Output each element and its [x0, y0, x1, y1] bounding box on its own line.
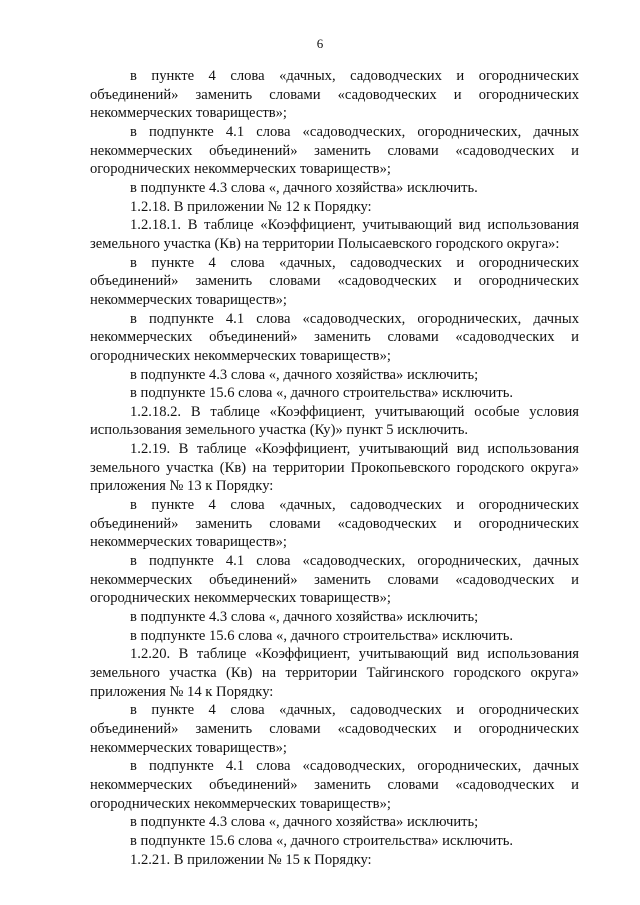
paragraph: в подпункте 4.3 слова «, дачного хозяйства» исключить;: [130, 609, 479, 626]
section-heading: 1.2.21. В приложении № 15 к Порядку:: [130, 851, 372, 868]
paragraph: в подпункте 15.6 слова «, дачного строительства» исключить.: [130, 627, 514, 644]
paragraph: в подпункте 4.1 слова «садоводческих, огороднических, дачных некоммерческих объединений» заменить словами «садоводческих и огороднических некоммерческих товариществ»;: [90, 123, 579, 178]
section-heading: 1.2.18. В приложении № 12 к Порядку:: [130, 198, 372, 215]
paragraph: в пункте 4 слова «дачных, садоводческих и огороднических объединений» заменить словами «садоводческих и огороднических некоммерческих товариществ»;: [90, 702, 579, 756]
paragraph: 1.2.20. В таблице «Коэффициент, учитывающий вид использования земельного участка (Кв) на территории Тайгинского городского округа» приложения № 14 к Порядку:: [90, 646, 579, 700]
paragraph: 1.2.18.1. В таблице «Коэффициент, учитывающий вид использования земельного участка (Кв) на территории Полысаевского городского округа»:: [90, 217, 579, 252]
paragraph: в подпункте 4.1 слова «садоводческих, огороднических, дачных некоммерческих объединений» заменить словами «садоводческих и огороднических некоммерческих товариществ»;: [90, 758, 579, 812]
paragraph: в подпункте 4.1 слова «садоводческих, огороднических, дачных некоммерческих объединений» заменить словами «садоводческих и огороднических некоммерческих товариществ»;: [90, 553, 579, 607]
paragraph: в подпункте 15.6 слова «, дачного строительства» исключить.: [130, 832, 514, 849]
page-number: 6: [316, 36, 324, 51]
paragraph: в пункте 4 слова «дачных, садоводческих и огороднических объединений» заменить словами «садоводческих и огороднических некоммерческих товариществ»;: [90, 497, 579, 551]
paragraph: в подпункте 4.3 слова «, дачного хозяйства» исключить;: [130, 366, 479, 383]
paragraph: в подпункте 15.6 слова «, дачного строительства» исключить.: [130, 385, 514, 402]
paragraph: в подпункте 4.3 слова «, дачного хозяйства» исключить.: [130, 179, 478, 196]
paragraph: 1.2.18.2. В таблице «Коэффициент, учитывающий особые условия использования земельного участка (Ку)» пункт 5 исключить.: [90, 403, 579, 439]
paragraph: в подпункте 4.1 слова «садоводческих, огороднических, дачных некоммерческих объединений» заменить словами «садоводческих и огороднических некоммерческих товариществ»;: [90, 310, 579, 364]
paragraph: в пункте 4 слова «дачных, садоводческих и огороднических объединений» заменить словами «садоводческих и огороднических некоммерческих товариществ»;: [90, 68, 579, 122]
document-body: [90, 67, 579, 869]
paragraph: в пункте 4 слова «дачных, садоводческих и огороднических объединений» заменить словами «садоводческих и огороднических некоммерческих товариществ»;: [90, 254, 579, 308]
paragraph: в подпункте 4.3 слова «, дачного хозяйства» исключить;: [130, 814, 479, 831]
paragraph: 1.2.19. В таблице «Коэффициент, учитывающий вид использования земельного участка (Кв) на территории Прокопьевского городского округа» приложения № 13 к Порядку:: [90, 441, 579, 495]
